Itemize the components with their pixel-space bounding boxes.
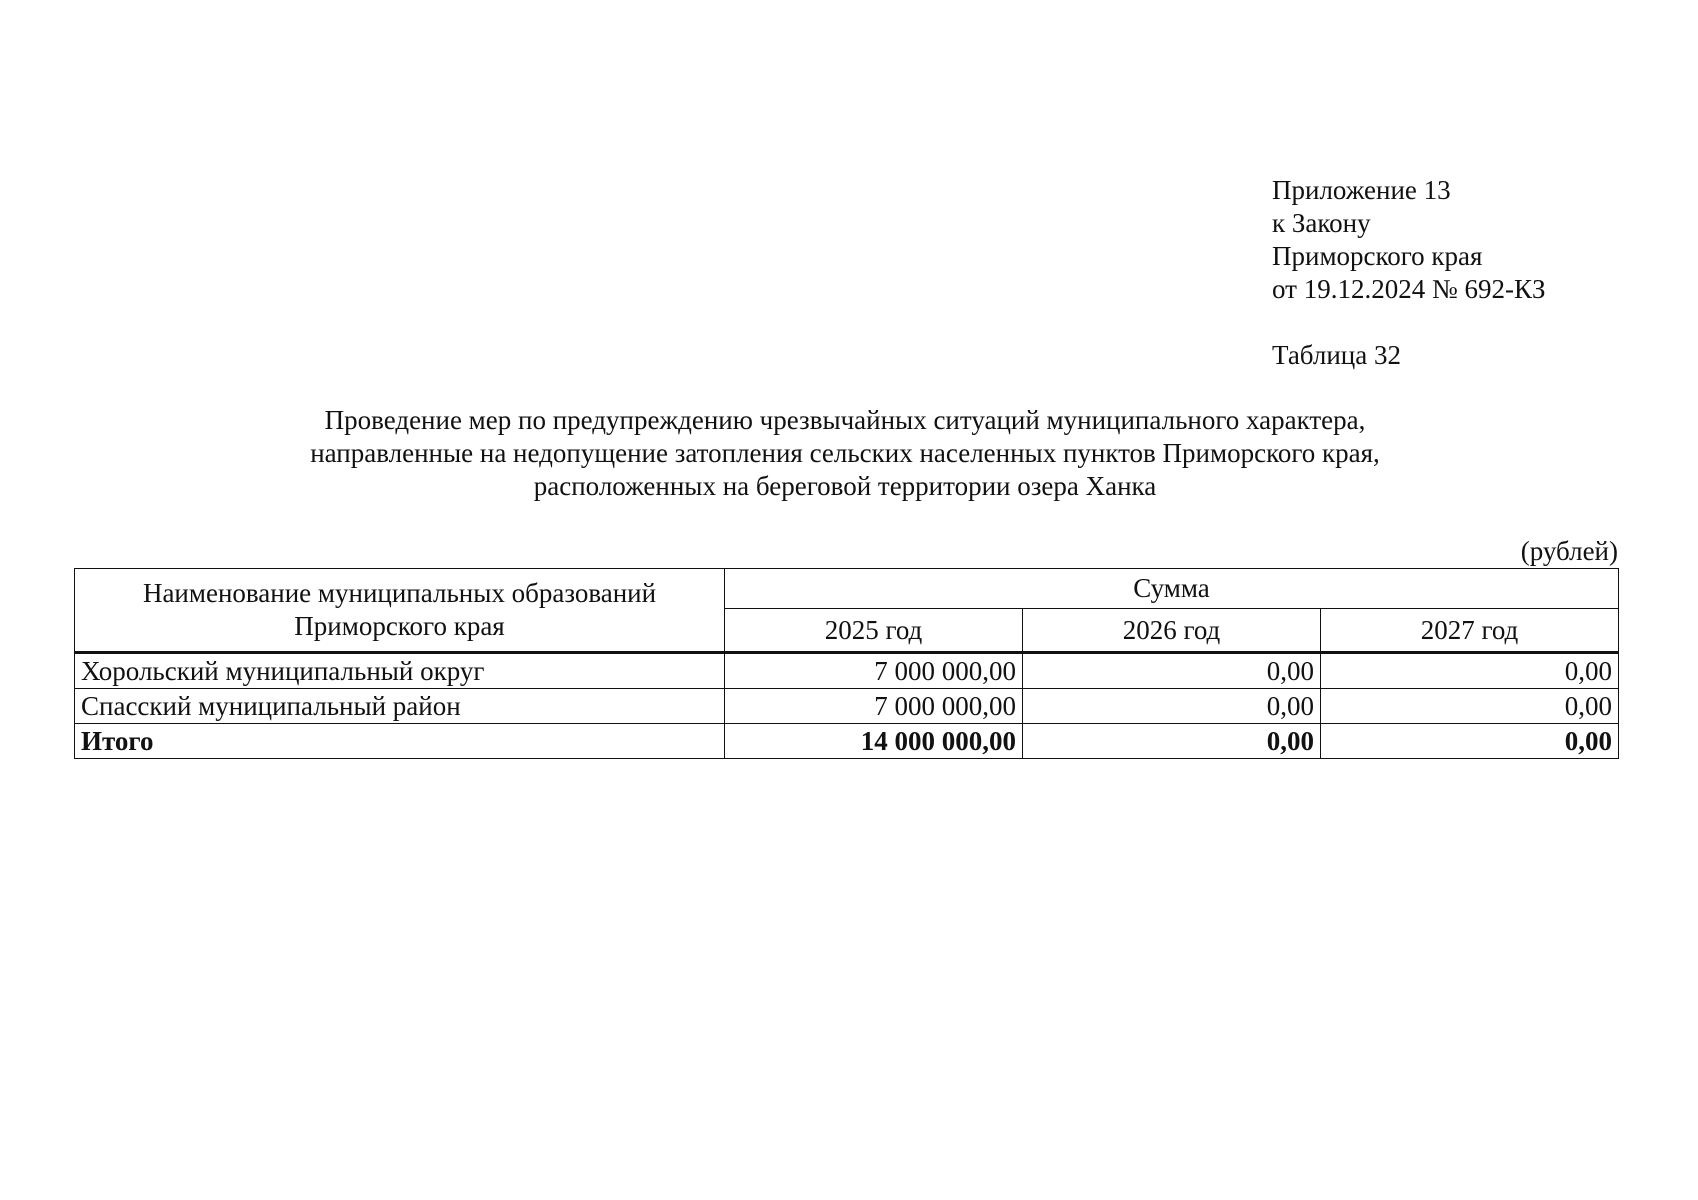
appendix-line: Приморского края — [1272, 241, 1483, 271]
appendix-line: к Закону — [1272, 208, 1371, 238]
row-value: 7 000 000,00 — [725, 689, 1023, 724]
appendix-line: от 19.12.2024 № 692-КЗ — [1272, 274, 1546, 304]
row-value: 7 000 000,00 — [725, 653, 1023, 689]
title-line: Проведение мер по предупреждению чрезвычайных ситуаций муниципального характера, — [324, 405, 1366, 435]
row-value: 0,00 — [1023, 653, 1321, 689]
appendix-reference — [1272, 174, 1545, 306]
header-year: 2026 год — [1023, 609, 1321, 653]
total-value: 0,00 — [1321, 724, 1619, 759]
document-title — [200, 404, 1490, 503]
units-label: (рублей) — [1520, 536, 1618, 566]
table-row — [75, 653, 1619, 689]
title-line: направленные на недопущение затопления сельских населенных пунктов Приморского края, — [310, 438, 1380, 468]
header-year: 2025 год — [725, 609, 1023, 653]
row-municipality: Спасский муниципальный район — [75, 689, 725, 724]
table-total-row — [75, 724, 1619, 759]
table-row — [75, 689, 1619, 724]
table-number: Таблица 32 — [1272, 340, 1401, 370]
total-label: Итого — [75, 724, 725, 759]
header-sum: Сумма — [725, 569, 1619, 609]
row-municipality: Хорольский муниципальный округ — [75, 653, 725, 689]
appendix-line: Приложение 13 — [1272, 175, 1451, 205]
header-year: 2027 год — [1321, 609, 1619, 653]
row-value: 0,00 — [1023, 689, 1321, 724]
header-municipality-line: Приморского края — [294, 611, 505, 641]
total-value: 14 000 000,00 — [725, 724, 1023, 759]
row-value: 0,00 — [1321, 689, 1619, 724]
budget-table — [74, 568, 1619, 759]
total-value: 0,00 — [1023, 724, 1321, 759]
title-line: расположенных на береговой территории озера Ханка — [533, 471, 1157, 501]
header-municipality — [75, 569, 725, 653]
row-value: 0,00 — [1321, 653, 1619, 689]
table-header-row — [75, 569, 1619, 609]
header-municipality-line: Наименование муниципальных образований — [142, 578, 657, 608]
